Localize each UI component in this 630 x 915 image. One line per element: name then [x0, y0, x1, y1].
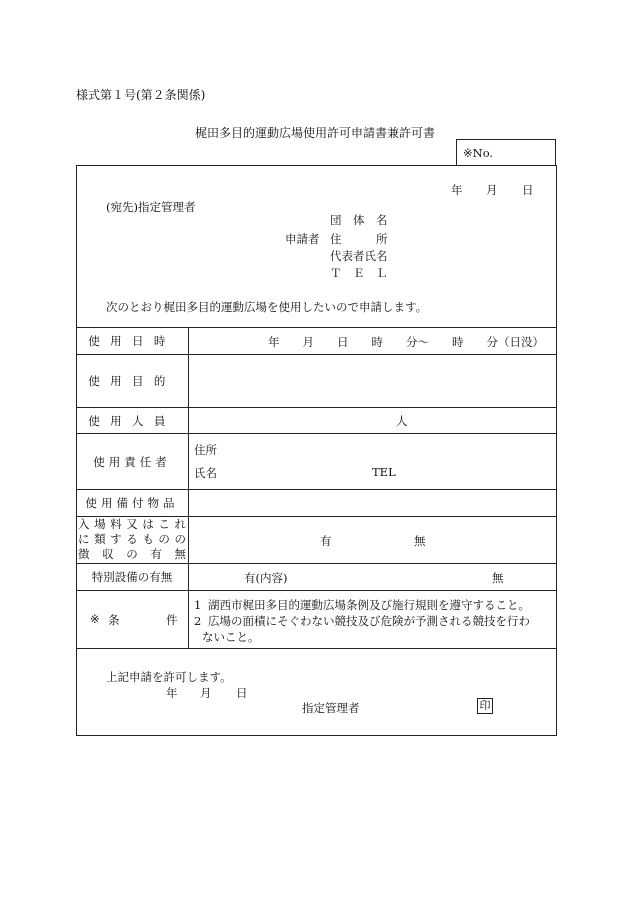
- admission-fee-no: 無: [414, 534, 426, 548]
- row-divider: [76, 648, 557, 649]
- row-divider: [76, 590, 557, 591]
- date-year: 年: [451, 183, 463, 197]
- usage-datetime-label: 使用日時: [88, 334, 176, 348]
- usage-persons-label: 使用人員: [88, 413, 176, 428]
- condition-item: [194, 597, 530, 613]
- responsible-name-label: 氏名: [194, 466, 217, 480]
- admission-fee-label: [78, 517, 186, 562]
- condition-text: 広場の面積にそぐわない競技及び危険が予測される競技を行わ: [208, 614, 530, 628]
- approval-date-month: 月: [200, 686, 212, 700]
- special-facilities-yes: 有(内容): [244, 571, 288, 585]
- usage-purpose-label: 使用目的: [88, 374, 176, 388]
- special-facilities-label: 特別設備の有無: [91, 570, 173, 584]
- usage-persons-unit: 人: [396, 414, 408, 428]
- applicant-label: 申請者: [285, 232, 320, 246]
- approval-manager-label: 指定管理者: [302, 701, 360, 715]
- approval-statement: 上記申請を許可します。: [106, 670, 232, 684]
- approval-date-day: 日: [236, 686, 248, 700]
- admission-fee-yes: 有: [320, 534, 332, 548]
- condition-continuation: ないこと。: [202, 630, 260, 644]
- responsible-tel-label: TEL: [372, 465, 396, 479]
- special-facilities-no: 無: [492, 571, 504, 585]
- condition-item: [194, 613, 530, 629]
- admission-fee-label-line: 徴収の有無: [78, 547, 186, 561]
- receipt-number-label: ※No.: [463, 146, 494, 160]
- conditions-label-b: 件: [166, 613, 178, 627]
- seal-stamp: 印: [477, 698, 493, 714]
- admission-fee-label-line: に類するものの: [78, 532, 186, 546]
- condition-number: 1: [194, 598, 202, 612]
- column-divider: [188, 327, 189, 648]
- applicant-representative-label: 代表者氏名: [330, 249, 388, 263]
- equipment-label: 使用備付物品: [85, 496, 179, 510]
- date-day: 日: [522, 183, 534, 197]
- request-statement: 次のとおり梶田多目的運動広場を使用したいので申請します。: [106, 300, 428, 314]
- admission-fee-label-line: 入場料又はこれ: [78, 517, 186, 531]
- applicant-tel-label: Ｔ Ｅ Ｌ: [330, 266, 388, 280]
- conditions-label-a: 条: [108, 613, 120, 627]
- applicant-address-label: 住 所: [330, 232, 388, 246]
- applicant-group-name-label: 団 体 名: [330, 213, 388, 227]
- condition-text: 湖西市梶田多目的運動広場条例及び施行規則を遵守すること。: [208, 598, 530, 612]
- approval-date-year: 年: [166, 686, 178, 700]
- responsible-address-label: 住所: [194, 443, 217, 457]
- addressee: (宛先)指定管理者: [106, 200, 196, 214]
- receipt-number-box: [456, 139, 556, 165]
- conditions-mark: ※: [90, 612, 100, 626]
- usage-datetime-value: 年 月 日 時 分～ 時 分（日没）: [268, 335, 544, 349]
- date-month: 月: [486, 183, 498, 197]
- document-title: 梶田多目的運動広場使用許可申請書兼許可書: [194, 126, 435, 140]
- form-number: 様式第１号(第２条関係): [76, 88, 206, 102]
- responsible-person-label: 使用責任者: [93, 454, 171, 469]
- condition-number: 2: [194, 614, 202, 628]
